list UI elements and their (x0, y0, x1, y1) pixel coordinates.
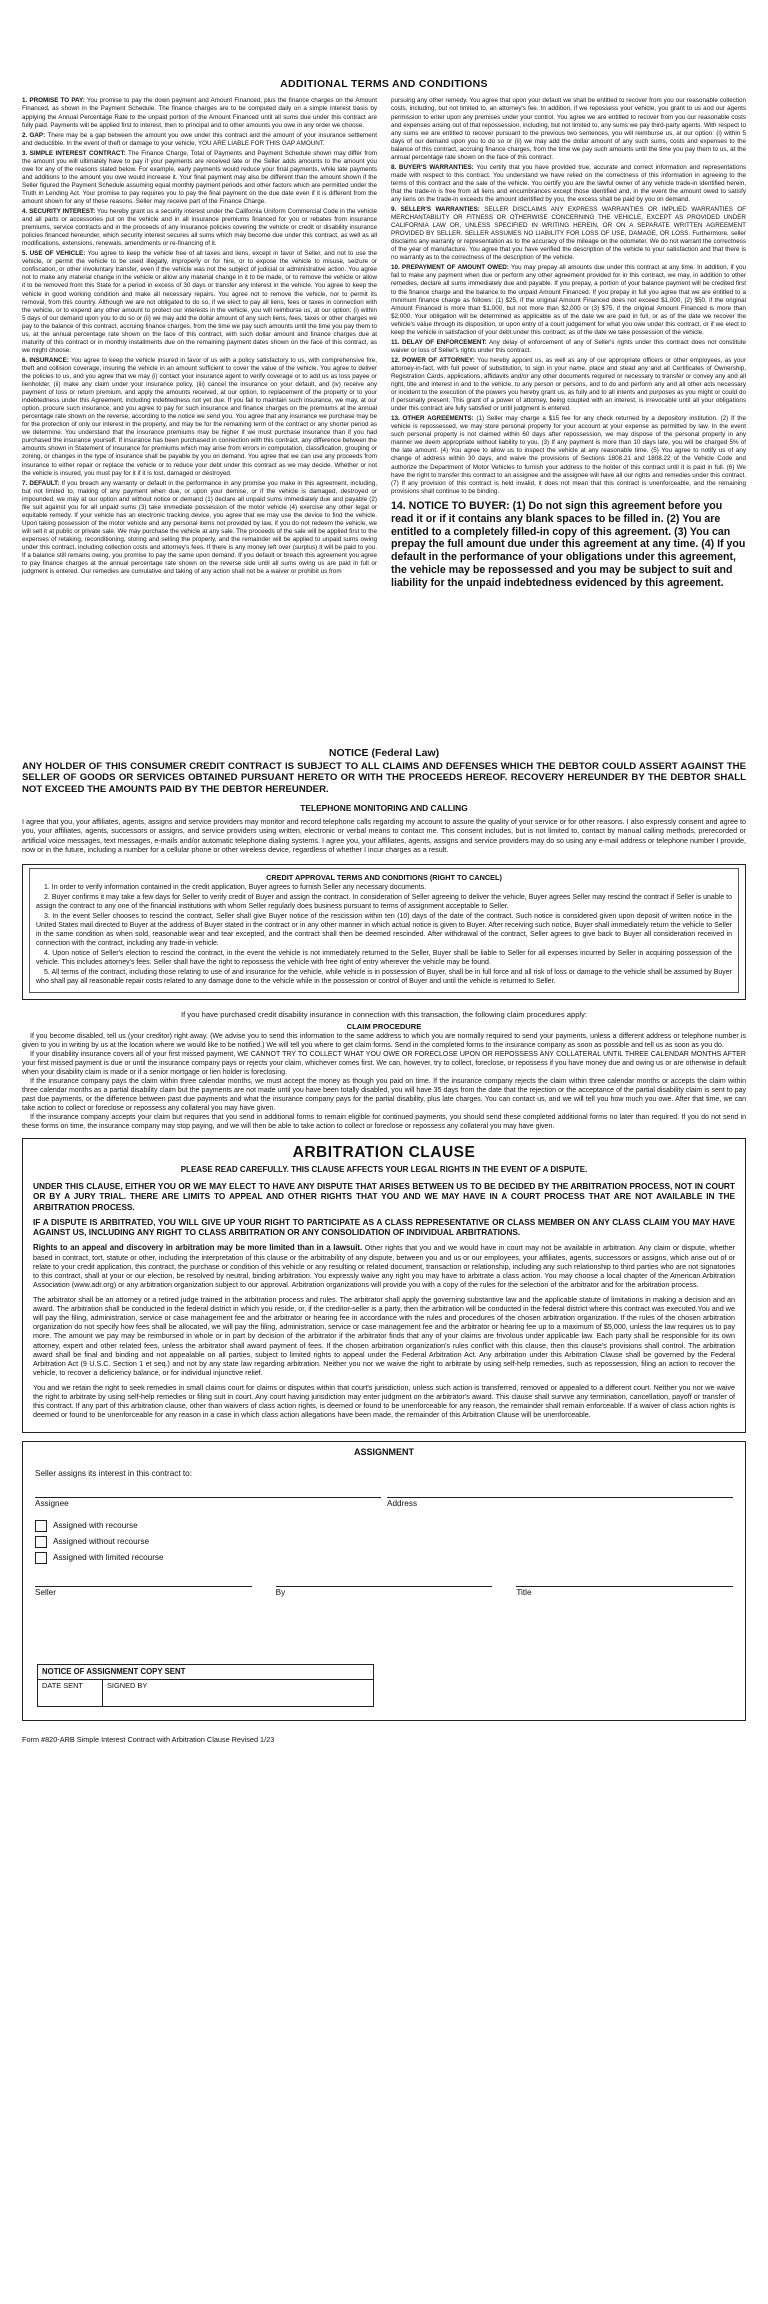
arbitration-paragraph: The arbitrator shall be an attorney or a retired judge trained in the arbitration process and rules. The arbitrator shall apply the governing substantive law and the applicable statute of limitations in making a decision and an award. The arbitration shall be conducted in the federal district in which you reside, or, if the creditor-seller is a party, then the arbitration will be conducted in the federal district where this contract was executed.You and we will pay the filing, administration, service or case management fee and the arbitrator or hearing fee in accordance with the rules and procedures of the chosen arbitration organization. If the rules of the chosen arbitration organization do not specify how fees shall be allocated, we will pay the filing, administration, service or case management fee and the arbitrator or hearing fee up to a maximum of $5,000, unless the law requires us to pay more. The amount we pay may be reimbursed in whole or in part by decision of the arbitrator if the arbitrator finds that any of your claims are frivolous under applicable law. Each party shall be responsible for its own attorney, expert and other related fees, unless the arbitrator shall award payment of fees. If the chosen arbitration organization's rules conflict with this clause, then this clause's provisions shall control. The arbitration award shall be final and binding and not appealable on all parties, subject to limited rights to appeal under the Federal Arbitration Act. Any arbitration under this Arbitration Clause shall be governed by the Federal Arbitration Act (9 U.S.C. Section 1 et seq.) and not by any state law regarding arbitration. Neither you nor we waive the right to arbitrate by using self-help remedies, such as repossession, filing an action to recover the vehicle, to recover a deficiency balance, or for individual injunctive relief. (33, 1294, 735, 1378)
credit-item: 1. In order to verify information contained in the credit application, Buyer agrees to furnish Seller any necessary documents. (44, 884, 427, 892)
term-paragraph: 13. OTHER AGREEMENTS: (1) Seller may charge a $15 fee for any check returned by a depository institution. (2) If the vehicle is repossessed, we may store personal property for your account at your expense as permitted by law. In the event such personal property is not claimed within 60 days after repossession, we may dispose of the personal property in any manner we deem appropriate without liability to you. (3) If any payment is more than 10 days late, you will be charged 5% of the late amount. (4) You agree to allow us to inspect the vehicle at any reasonable time. (5) You agree to notify us of any change of address within 30 days, and waive the provisions of Sections 1808.21 and 1808.22 of the Vehicle Code and authorize the Department of Motor Vehicles to furnish your address to the holder of this contract until it is paid in full. (6) We have the right to transfer this contract to an assignee and the assignee will have all our rights and remedies under this contract. (7) If any provision of this contract is held invalid, it does not mean that this contract is unenforceable, and the remaining provisions shall continue to be binding. (391, 415, 746, 495)
term-paragraph: 8. BUYER'S WARRANTIES: You certify that you have provided true, accurate and correct information and representations made with respect to this contract. You understand we have relied on the correctness of this information in agreeing to the terms of this contract and the sale of the vehicle. You certify you are the lawful owner of any vehicle trade-in identified herein, that the trade-in is free from all liens and encumbrances except those identified and, in the event the amount owed to satisfy any liens on the trade-in exceeds the amount identified by you, the excess shall be paid by you on demand. (391, 163, 746, 203)
ftc-notice-body: ANY HOLDER OF THIS CONSUMER CREDIT CONTRACT IS SUBJECT TO ALL CLAIMS AND DEFENSES WHICH THE DEBTOR COULD ASSERT AGAINST THE SELLER OF GOODS OR SERVICES OBTAINED PURSUANT HERETO OR WITH THE PROCEEDS HEREOF. RECOVERY HEREUNDER BY THE DEBTOR SHALL NOT EXCEED THE AMOUNTS PAID BY THE DEBTOR HEREUNDER. (22, 760, 746, 795)
arbitration-paragraph: Rights to an appeal and discovery in arbitration may be more limited than in a lawsuit. Other rights that you and we would have in court may not be available in arbitration. Any claim or dispute, whether based in contract, tort, statute or other, including the interpretation of this clause or the arbitrability of any dispute, between you and us or our employees, your affiliates, agents, successors or assigns, which arise out of or relate to your credit application, this contract, the purchase or condition of this vehicle or any resulting or related document, transaction or relationship, including any such relationship to third parties who are not signatories to this contract, shall at your or our election, be resolved by neutral, binding arbitration. You expressly waive any right you may have to arbitrate a class action. You may choose a local chapter of the American Arbitration Association (www.adr.org) or any arbitration organization subject to our approval. Arbitration organizations will provide you with a copy of the rules for the selection of the arbitrator and for the arbitration process. (33, 1242, 735, 1290)
notice-of-assignment-fields (38, 1680, 373, 1706)
claim-paragraph: If the insurance company pays the claim within three calendar months, we must accept the money as though you paid on time. If the insurance company rejects the claim within three calendar months or accepts the claim within three calendar months as a partial disability claim but the payments are not made until you have been totally disabled, you will have 35 days from the date that the rejection or the acceptance of the partial disability claim is sent to pay past due payments, or the difference between past due payments and what the insurance company pays for the partial disability, plus late charges. You can contact us, and we will tell you how much you owe. After that time, we can take action to collect or foreclose or repossess any collateral you may have given. (22, 1078, 746, 1112)
terms-right-column (391, 97, 746, 743)
telephone-title: TELEPHONE MONITORING AND CALLING (300, 803, 468, 814)
assignment-box (22, 1441, 746, 1721)
telephone-body: I agree that you, your affiliates, agents, assigns and service providers may monitor and record telephone calls regarding my account to assure the quality of your service or for other reasons. I also expressly consent and agree to you, your affiliates, agents, successors or assigns, and service providers using written, electronic or verbal means to contact me. This consent includes, but is not limited to, contact by manual calling methods, prerecorded or artificial voice messages, text messages, e-mails and/or automatic telephone dialing systems. I agree you, your affiliates, agents, assigns and service providers may do so using any e-mail address or telephone number I provide, now or in the future, including a number for a cellular phone or other wireless device, regardless of whether I incur charges as a result. (22, 817, 746, 854)
signature-row (35, 1586, 733, 1599)
term-paragraph: 4. SECURITY INTEREST: You hereby grant us a security interest under the California Uniform Commercial Code in the vehicle and all parts or accessories put on the vehicle and in all insurance premiums financed for you or rebates from insurance premiums, service contracts and in the proceeds of any insurance policies covering the vehicle or credit or disability insurance policies financed hereunder, which security interest secures all sums which may become due under this contract, as well as all modifications, extensions, renewals, amendments or re-financing of it. (22, 208, 377, 248)
notice-of-assignment-table (37, 1664, 374, 1707)
assignee-field[interactable]: Assignee (35, 1497, 381, 1510)
term-paragraph: 2. GAP: There may be a gap between the amount you owe under this contract and the amount of your insurance settlement and deductible. In the event of theft or damage to your vehicle, YOU ARE LIABLE FOR THIS GAP AMOUNT. (22, 131, 377, 147)
term-paragraph: 5. USE OF VEHICLE: You agree to keep the vehicle free of all taxes and liens, except in favor of Seller, and not to use the vehicle, or permit the vehicle to be used illegally, improperly or for hire, or to expose the vehicle to misuse, seizure or confiscation, or other involuntary transfer, even if the vehicle was not the subject of judicial or administrative action. You agree not to make any material change in the vehicle or allow any material change in it to be made, or to remove the vehicle or allow it to be removed from this State for a period in excess of 30 days or transfer any interest in the vehicle. You agree to keep the vehicle in good working condition and make all necessary repairs. You agree not to remove the vehicle, nor to permit its removal, from this country. Although we are not obligated to do so, if we elect to pay all liens, fees or taxes in connection with the vehicle, or to expend any other amount to protect our interests in the vehicle, you will reimburse us, at our option: (i) within 5 days of our demand upon you to do so or (ii) we may add the dollar amount of any such liens, fees, taxes or other charges we pay to the balance of this contract, accruing finance charges, from the time we pay such amounts until the time you pay them to us, at the annual percentage rate shown on the face of this contract, with such dollar amount and finance charges due at maturity of this contract or in monthly installments due on the remaining payment dates shown on the face of this contract, as we might choose. (22, 250, 377, 354)
term-paragraph: 12. POWER OF ATTORNEY: You hereby appoint us, as well as any of our appropriate officers or other employees, as your attorney-in-fact, with full power of substitution, to sign in your name, place and stead any and all Certificates of Ownership, Registration Cards, applications, affidavits and/or any other documents required or necessary to transfer or convey any and all right, title and interest in and to the vehicle, to any person or persons, and to do and perform any and all other acts necessary or incident to the execution of the powers you hereby grant us, as fully and to all intents and purposes as you might or could do if personally present. This grant of a power of attorney, being coupled with an interest, is irrevocable until all your obligations under this contract are fully satisfied or until judgment is entered. (391, 356, 746, 413)
credit-item: 2. Buyer confirms it may take a few days for Seller to verify credit of Buyer and assign the contract. In consideration of Seller agreeing to deliver the vehicle, Buyer agrees Seller may rescind the contract if Seller is unable to assign the contract to any one of the financial institutions with whom Seller regularly does business pursuant to terms of assignment acceptable to Seller. (36, 894, 732, 911)
terms-columns (22, 97, 746, 743)
recourse-option[interactable]: Assigned with limited recourse (35, 1552, 733, 1564)
notice-of-assignment-title: NOTICE OF ASSIGNMENT COPY SENT (38, 1665, 373, 1680)
assignee-row (35, 1497, 733, 1510)
form-footer: Form #820-ARB Simple Interest Contract with Arbitration Clause Revised 1/23 (22, 1735, 275, 1745)
term-paragraph: 7. DEFAULT: If you breach any warranty or default in the performance in any promise you make in this agreement, including, but not limited to, making of any payment when due, or upon your demise, or if the vehicle is damaged, destroyed or impounded, we may at our option and without notice or demand (1) declare all unpaid sums immediately due and payable (2) file suit against you for all unpaid sums (3) take immediate possession of the motor vehicle (4) exercise any other legal or equitable remedy. If your vehicle has an electronic tracking device, you agree that we may use the device to find the vehicle. Upon taking possession of the motor vehicle and any personal items not provided by law, if you do not redeem the vehicle, we will sell it at public or private sale. We may purchase the vehicle at any sale. The proceeds of the sale will be applied first to the expenses of retaking, reconditioning, storing and selling the property, and the remainder will be applied to unpaid sums owing under this contract, including collection costs and attorney's fees. If there is any money left over (surplus) it will be paid to you. If a balance still remains owing, you promise to pay the same upon demand. If you default or breach this agreement you agree to pay finance charges at the annual percentage rate shown on the reverse side until all sums owing us are paid in full or judgment is entered. Our remedies are cumulative and taking of any action shall not be a waiver or prohibit us from (22, 479, 377, 576)
term-paragraph: 6. INSURANCE: You agree to keep the vehicle insured in favor of us with a policy satisfactory to us, with comprehensive fire, theft and collision coverage, insuring the vehicle in an amount sufficient to cover the value of the vehicle. You agree to deliver the policies to us, and you agree that we may (i) contact your insurance agent to verify coverage or to add us as loss payee or lienholder, (ii) make any claim under your insurance policy, (iii) cancel the insurance on your default, and (iv) receive any payment of loss or return premium, and apply the amounts received, at our option, to replacement of the property or to your indebtedness under this Agreement, including indebtedness not yet due. If you fail to maintain such insurance, we may, at our option, procure such insurance, and you agree to pay for such insurance and finance charges on the premiums at the annual percentage rate shown on the reverse, according to the notice we send you. You agree that any insurance we purchase may be for the protection of only our interest in the property, and may be for the remaining term of the contract or any shorter period as we determine. You understand that the insurance premiums may be higher if we must purchase insurance than if you had purchased the insurance yourself. If insurance has been purchased in connection with this contract, any difference between the amounts shown in Statement of Insurance for premiums which may arise from errors in computation, classification, grouping or zoning, or changes in the type of insurance shall be payable by you on demand. You agree that we can use any proceeds from insurance to either repair or replace the vehicle or to reduce your debt under this contract as we may decide. Whether or not the vehicle is insured, you must pay for it if it is lost, damaged or destroyed. (22, 356, 377, 477)
recourse-option[interactable]: Assigned without recourse (35, 1536, 733, 1548)
notice-to-buyer: 14. NOTICE TO BUYER: (1) Do not sign this agreement before you read it or if it contains any blank spaces to be filled in. (2) You are entitled to a completely filled-in copy of this agreement. (3) You can prepay the full amount due under this agreement at any time. (4) If you default in the performance of your obligations under this agreement, the vehicle may be repossessed and you may be subject to suit and liability for the unpaid indebtedness evidenced by this agreement. (391, 499, 746, 590)
arbitration-box (22, 1138, 746, 1434)
title-field[interactable]: Title (516, 1586, 733, 1599)
arbitration-paragraph: You and we retain the right to seek remedies in small claims court for claims or disputes within that court's jurisdiction, unless such action is transferred, removed or appealed to a different court. Neither you nor we waive the right to arbitrate by using self-help remedies or filing suit in court. Any court having jurisdiction may enter judgment on the arbitrator's award. This clause shall survive any termination, cancellation, payoff or transfer of this contract. If any part of this arbitration clause, other than waivers of class action rights, is deemed or found to be unenforceable for any reason, the remainder shall remain enforceable. If a waiver of class action rights is deemed or found to be unenforceable for any reason in a case in which class action allegations have been made, the remainder of this Arbitration Clause will be unenforceable. (33, 1382, 735, 1420)
assignment-title: ASSIGNMENT (353, 1447, 414, 1458)
credit-approval-body (36, 884, 732, 986)
checkbox[interactable] (35, 1552, 47, 1564)
credit-approval-title: CREDIT APPROVAL TERMS AND CONDITIONS (RIGHT TO CANCEL) (266, 873, 502, 882)
by-field[interactable]: By (276, 1586, 493, 1599)
claim-intro: If you have purchased credit disability insurance in connection with this transaction, the following claim procedures apply: (180, 1009, 588, 1019)
arbitration-title: ARBITRATION CLAUSE (292, 1143, 476, 1161)
credit-item: 4. Upon notice of Seller's election to rescind the contract, in the event the vehicle is not immediately returned to the Seller, Buyer shall be liable to Seller for all expenses incurred by Seller in acquiring possession of the vehicle. This includes attorney's fees. Seller shall have the right to repossess the vehicle with free right of entry wherever the vehicle may be found. (36, 950, 732, 966)
address-field[interactable]: Address (387, 1497, 733, 1510)
recourse-options (35, 1520, 733, 1564)
arbitration-subtitle: PLEASE READ CAREFULLY. THIS CLAUSE AFFECTS YOUR LEGAL RIGHTS IN THE EVENT OF A DISPUTE. (180, 1164, 588, 1174)
term-paragraph: 1. PROMISE TO PAY: You promise to pay the down payment and Amount Financed, plus the finance charges on the Amount Financed, as shown in the Payment Schedule. The finance charges are to be computed daily on a simple interest basis by applying the Annual Percentage Rate to the unpaid portion of the Amount Financed until all sums due under this contract are fully paid. Payments will be applied first to interest, then to principal and to other amounts you owe in any order we choose. (22, 97, 377, 129)
claim-title: CLAIM PROCEDURE (346, 1021, 422, 1031)
ftc-notice-title: NOTICE (Federal Law) (328, 747, 440, 760)
claim-body (22, 1033, 746, 1131)
signed-by-field[interactable]: SIGNED BY (107, 1681, 148, 1691)
credit-item: 5. All terms of the contract, including those relating to use of and insurance for the vehicle, while vehicle is in possession of Buyer, shall be in full force and all risk of loss or damage to the vehicle shall be assumed by Buyer who shall pay all reasonable repair costs related to any damage done to the vehicle while in the possession or control of Buyer and until the vehicle is returned to Seller. (36, 968, 732, 985)
claim-paragraph: If your disability insurance covers all of your first missed payment, WE CANNOT TRY TO COLLECT WHAT YOU OWE OR FORECLOSE UPON OR REPOSSESS ANY COLLATERAL UNTIL THREE CALENDAR MONTHS AFTER your first missed payment is due or until the insurance company pays or rejects your claim, whichever comes first. We can, however, try to collect, foreclose, or repossess if you have money due and owing us or are otherwise in default when your disability claim is made or if a senior mortgage or lien holder is foreclosing. (22, 1051, 746, 1077)
credit-approval-inner (29, 868, 739, 993)
arbitration-warning-1: UNDER THIS CLAUSE, EITHER YOU OR WE MAY ELECT TO HAVE ANY DISPUTE THAT ARISES BETWEEN US TO BE DECIDED BY THE ARBITRATION PROCESS, NOT IN COURT OR BY A JURY TRIAL. THERE ARE LIMITS TO APPEAL AND OTHER RIGHTS THAT YOU AND WE MAY HAVE IN A COURT PROCESS THAT ARE NOT AVAILABLE IN THE ARBITRATION PROCESS. (33, 1180, 735, 1212)
checkbox[interactable] (35, 1520, 47, 1532)
term-paragraph: pursuing any other remedy. You agree that upon your default we shall be entitled to recover from you our reasonable collection costs, including, but not limited to, an attorney's fee. In addition, if we repossess your vehicle, you grant to us and our agents permission to enter upon any premises under your control. You agree we are entitled to recover from you our reasonable costs and expenses arising out of that repossession, including, but not limited to, any sums we pay third-party agents. With respect to any sums we are entitled to recover pursuant to the previous two sentences, you will reimburse us, at our option: (i) within 5 days of our demand upon you to do so or (ii) we may add the dollar amount of any such sums, costs and expenses to the balance of this contract, accruing finance charges, from the time we pay such amounts until the time you pay them to us, at the annual percentage rate shown on the face of this contract. (391, 97, 746, 161)
page-title: ADDITIONAL TERMS AND CONDITIONS (280, 78, 488, 90)
assignment-intro: Seller assigns its interest in this contract to: (35, 1468, 192, 1478)
credit-approval-box (22, 864, 746, 1000)
claim-paragraph: If the insurance company accepts your claim but requires that you send in additional forms to remain eligible for continued payments, you should send these completed additional forms no later than required. If you do not send in these forms on time, the insurance company may stop paying, and we will then be able to take action to collect or foreclose or repossess any collateral you may have given. (22, 1113, 746, 1130)
date-sent-field[interactable]: DATE SENT (38, 1680, 103, 1706)
seller-signature-field[interactable]: Seller (35, 1586, 252, 1599)
arbitration-warning-2: IF A DISPUTE IS ARBITRATED, YOU WILL GIVE UP YOUR RIGHT TO PARTICIPATE AS A CLASS REPRESENTATIVE OR CLASS MEMBER ON ANY CLASS CLAIM YOU MAY HAVE AGAINST US, INCLUDING ANY RIGHT TO CLASS ARBITRATION OR ANY CONSOLIDATION OF INDIVIDUAL ARBITRATIONS. (33, 1216, 735, 1238)
claim-paragraph: If you become disabled, tell us (your creditor) right away. (We advise you to send this information to the same address to which you are normally required to send your payments, unless a different address or telephone number is given to you in writing by us at the location where we would like to be notified.) We will tell you where to get claim forms. Send in the completed forms to the insurance company as soon as possible and tell us as soon as you do. (22, 1033, 746, 1050)
term-paragraph: 10. PREPAYMENT OF AMOUNT OWED: You may prepay all amounts due under this contract at any time. In addition, if you fail to make any payment when due or perform any other agreement provided for in this contract, we may, in addition to other remedies, declare all sums immediately due and payable. If you prepay, a portion of your balance payment will be credited first to the finance charge and the balance to the unpaid Amount Financed. If you prepay in full you agree that we are entitled to a minimum finance charge as follows: (1) $25, if the original Amount Financed does not exceed $1,000, (2) $50, if the original Amount Financed is more than $1,000, but not more than $2,000 or (3) $75, if the original Amount Financed is more than $2,000. Your obligation will be determined as applicable as of the date we are paid in full, or as of the date we recover the vehicle's value through its disposition, or upon entry of a court judgement for what you owe under this contract, or if we elect to keep the vehicle in satisfaction of your debt under this contract, as of the date we take possession of the vehicle. (391, 264, 746, 336)
terms-left-column (22, 97, 377, 743)
term-paragraph: 3. SIMPLE INTEREST CONTRACT: The Finance Charge, Total of Payments and Payment Schedule shown may differ from the amount you will ultimately have to pay if your payments are received late or the Seller adds amounts to the amount you owe for any of the reasons stated below. For example, early payments would reduce your final payments, while late payments and additions to the amount you owe would increase it. Your final payment may also be different than the amount shown if the Seller figured the Payment Schedule assuming equal monthly payment periods and other factors which are permitted under the Truth in Lending Act. Your promise to pay requires you to pay the final payment on the due date even if it is different from the amount shown for any of these reasons. Seller may receive part of the Finance Charge. (22, 149, 377, 205)
checkbox[interactable] (35, 1536, 47, 1548)
term-paragraph: 9. SELLER'S WARRANTIES: SELLER DISCLAIMS ANY EXPRESS WARRANTIES OR IMPLIED WARRANTIES OF MERCHANTABILITY OR FITNESS OR OTHERWISE CONCERNING THE VEHICLE, EXCEPT AS PROVIDED UNDER CALIFORNIA LAW OR, UNLESS SPECIFIED IN WRITING HEREIN, OR ON A SEPARATE WRITTEN AGREEMENT PROVIDED BY SELLER. SELLER ASSUMES NO LIABILITY FOR LOSS OF USE, DAMAGE, OR LOSS. Furthermore, seller disclaims any warranty or representation as to the accuracy of the mileage on the odometer. We do not warrant the correctness of the year of manufacture. You agree that you have verified the description of the vehicle to your satisfaction and that there is no warranty as to the correctness of the description of the vehicle. (391, 206, 746, 262)
recourse-option[interactable]: Assigned with recourse (35, 1520, 733, 1532)
credit-item: 3. In the event Seller chooses to rescind the contract, Seller shall give Buyer notice of the rescission within ten (10) days of the date of the contract. Such notice is considered given upon deposit of written notice in the United States mail directed to Buyer at the address of Buyer stated in the contract or in any other manner in which actual notice is given to Buyer. After receiving such notice, Buyer shall immediately return the vehicle to Seller in the same condition as when sold, reasonable wear and tear excepted, and the contract shall then be deemed rescinded. After withdrawal of the contract, Seller agrees to give back to Buyer all consideration received in connection with the contract, including any trade-in vehicle. (36, 913, 732, 948)
term-paragraph: 11. DELAY OF ENFORCEMENT: Any delay of enforcement of any of Seller's rights under this contract does not constitute waiver or loss of Seller's rights under this contract. (391, 338, 746, 354)
